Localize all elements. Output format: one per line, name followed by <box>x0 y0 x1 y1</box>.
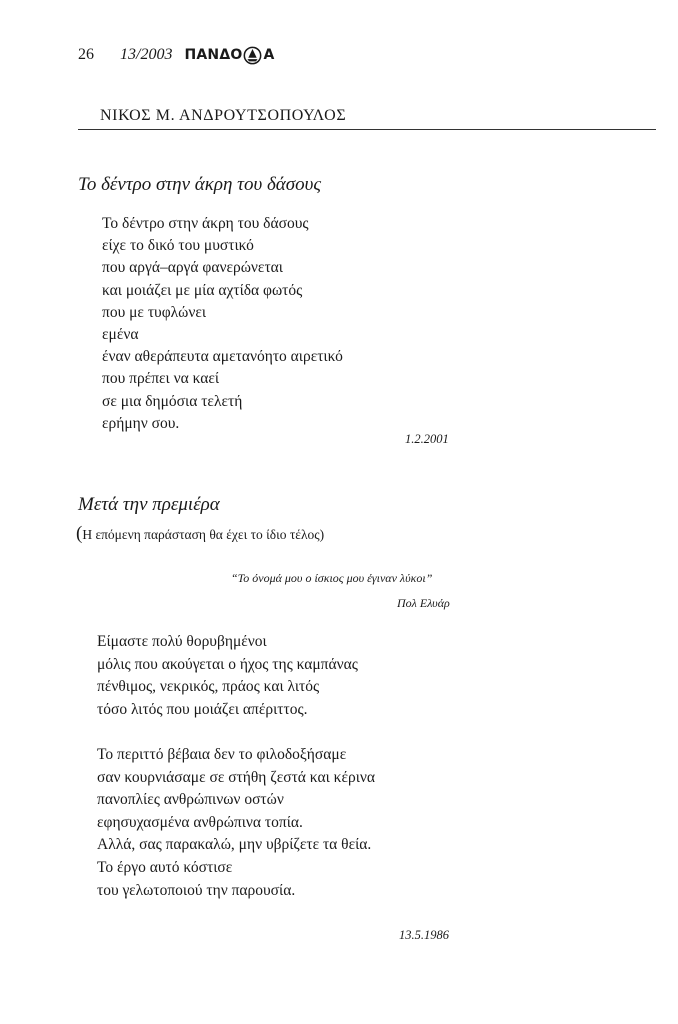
poem-line: που πρέπει να καεί <box>102 370 220 388</box>
poem-line: σε μια δημόσια τελετή <box>102 392 243 410</box>
magazine-logo <box>184 46 274 65</box>
poem-line: πανοπλίες ανθρώπινων οστών <box>97 791 284 809</box>
logo-text-right: Α <box>263 47 275 63</box>
poem-1-date: 1.2.2001 <box>405 432 449 446</box>
poem-line: μόλις που ακούγεται ο ήχος της καμπάνας <box>97 655 358 673</box>
page-number: 26 <box>78 46 94 63</box>
poem-line: έναν αθεράπευτα αμετανόητο αιρετικό <box>102 348 343 366</box>
epigraph-author: Πολ Ελυάρ <box>397 596 450 610</box>
poem-line: ερήμην σου. <box>102 414 180 432</box>
poem-1-stanza <box>102 213 343 435</box>
poem-line: τόσο λιτός που μοιάζει απέριττος. <box>97 700 308 718</box>
poem-line: του γελωτοποιού την παρουσία. <box>97 881 296 899</box>
issue-number: 13/2003 <box>120 46 173 63</box>
poem-line: Το περιττό βέβαια δεν το φιλοδοξήσαμε <box>97 746 347 763</box>
poem-line: πένθιμος, νεκρικός, πράος και λιτός <box>97 678 320 696</box>
poem-2-title: Μετά την πρεμιέρα <box>78 494 220 515</box>
ship-emblem-icon <box>243 46 262 65</box>
logo-text-left: ΠΑΝΔΟ <box>184 47 243 63</box>
poem-line: που αργά–αργά φανερώνεται <box>102 259 283 277</box>
author-name: ΝΙΚΟΣ Μ. ΑΝΔΡΟΥΤΣΟΠΟΥΛΟΣ <box>100 107 347 124</box>
poem-line: Το έργο αυτό κόστισε <box>97 858 233 876</box>
poem-line: που με τυφλώνει <box>102 303 207 321</box>
poem-line: σαν κουρνιάσαμε σε στήθη ζεστά και κέρινα <box>97 768 375 786</box>
poem-2-date: 13.5.1986 <box>399 928 449 942</box>
poem-line: και μοιάζει με μία αχτίδα φωτός <box>102 281 303 299</box>
poem-line: εμένα <box>102 326 139 344</box>
poem-2-subtitle <box>76 523 324 545</box>
subtitle-open-paren: ( <box>76 523 83 544</box>
poem-2-stanza-1 <box>97 631 358 721</box>
poem-line: Είμαστε πολύ θορυβημένοι <box>97 633 267 650</box>
poem-line: είχε το δικό του μυστικό <box>102 237 254 255</box>
poem-line: Αλλά, σας παρακαλώ, μην υβρίζετε τα θεία. <box>97 836 372 854</box>
header-rule <box>78 129 656 130</box>
subtitle-close-paren: ) <box>319 527 325 542</box>
poem-2-stanza-2 <box>97 744 375 902</box>
subtitle-text: Η επόμενη παράσταση θα έχει το ίδιο τέλος <box>82 527 320 542</box>
epigraph-quote: “Το όνομά μου ο ίσκιος μου έγιναν λύκοι” <box>231 571 433 585</box>
poem-line: εφησυχασμένα ανθρώπινα τοπία. <box>97 813 303 831</box>
running-header <box>78 44 275 66</box>
poem-line: Το δέντρο στην άκρη του δάσους <box>102 215 309 232</box>
poem-1-title: Το δέντρο στην άκρη του δάσους <box>78 174 322 195</box>
